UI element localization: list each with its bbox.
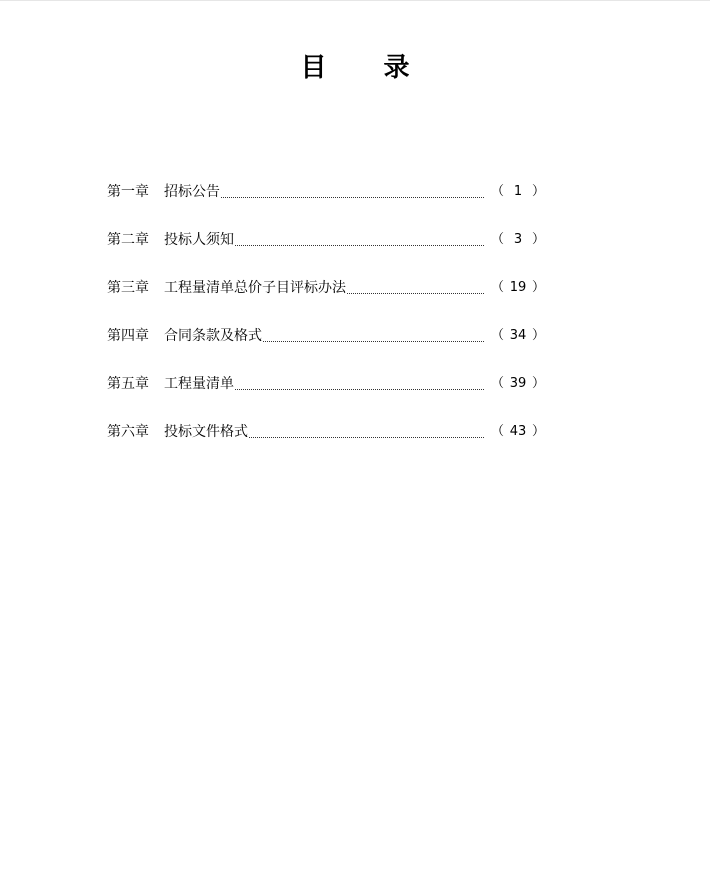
toc-page-ref xyxy=(491,322,551,350)
toc-paren-close: ） xyxy=(531,328,545,343)
toc-paren-close: ） xyxy=(531,280,545,295)
toc-page-ref xyxy=(491,178,551,206)
toc-chapter-title: 工程量清单 xyxy=(164,370,235,398)
toc-chapter-title: 工程量清单总价子目评标办法 xyxy=(164,274,347,302)
page-title: 目 录 xyxy=(300,53,434,83)
toc-page-number: 1 xyxy=(513,184,523,199)
toc-page-number: 19 xyxy=(509,280,527,295)
toc-paren-open: （ xyxy=(491,328,505,343)
toc-paren-close: ） xyxy=(531,184,545,199)
toc-entry-chapter-3[interactable] xyxy=(107,274,567,322)
toc-chapter-number: 第四章 xyxy=(107,328,149,344)
toc-page-number: 39 xyxy=(509,376,527,391)
toc-chapter-number: 第五章 xyxy=(107,376,149,392)
toc-entry-chapter-2[interactable] xyxy=(107,226,567,274)
toc-paren-close: ） xyxy=(531,376,545,391)
toc-entry-chapter-6[interactable] xyxy=(107,418,567,466)
toc-paren-close: ） xyxy=(531,424,545,439)
table-of-contents xyxy=(107,178,567,466)
toc-paren-open: （ xyxy=(491,232,505,247)
toc-paren-open: （ xyxy=(491,424,505,439)
toc-paren-open: （ xyxy=(491,376,505,391)
toc-chapter-title: 投标文件格式 xyxy=(164,418,249,446)
toc-chapter-number: 第二章 xyxy=(107,232,149,248)
toc-chapter-title: 投标人须知 xyxy=(164,226,235,254)
toc-chapter-title: 招标公告 xyxy=(164,178,221,206)
toc-page-number: 3 xyxy=(513,232,523,247)
toc-page-number: 34 xyxy=(509,328,527,343)
toc-page-ref xyxy=(491,418,551,446)
toc-page-ref xyxy=(491,226,551,254)
toc-chapter-title: 合同条款及格式 xyxy=(164,322,263,350)
page-top-rule xyxy=(0,0,710,1)
toc-chapter-number: 第六章 xyxy=(107,424,149,440)
toc-entry-chapter-5[interactable] xyxy=(107,370,567,418)
toc-paren-close: ） xyxy=(531,232,545,247)
toc-paren-open: （ xyxy=(491,280,505,295)
toc-chapter-number: 第一章 xyxy=(107,184,149,200)
toc-page-ref xyxy=(491,370,551,398)
toc-entry-chapter-1[interactable] xyxy=(107,178,567,226)
toc-page-number: 43 xyxy=(509,424,527,439)
toc-paren-open: （ xyxy=(491,184,505,199)
toc-page-ref xyxy=(491,274,551,302)
toc-chapter-number: 第三章 xyxy=(107,280,149,296)
toc-entry-chapter-4[interactable] xyxy=(107,322,567,370)
